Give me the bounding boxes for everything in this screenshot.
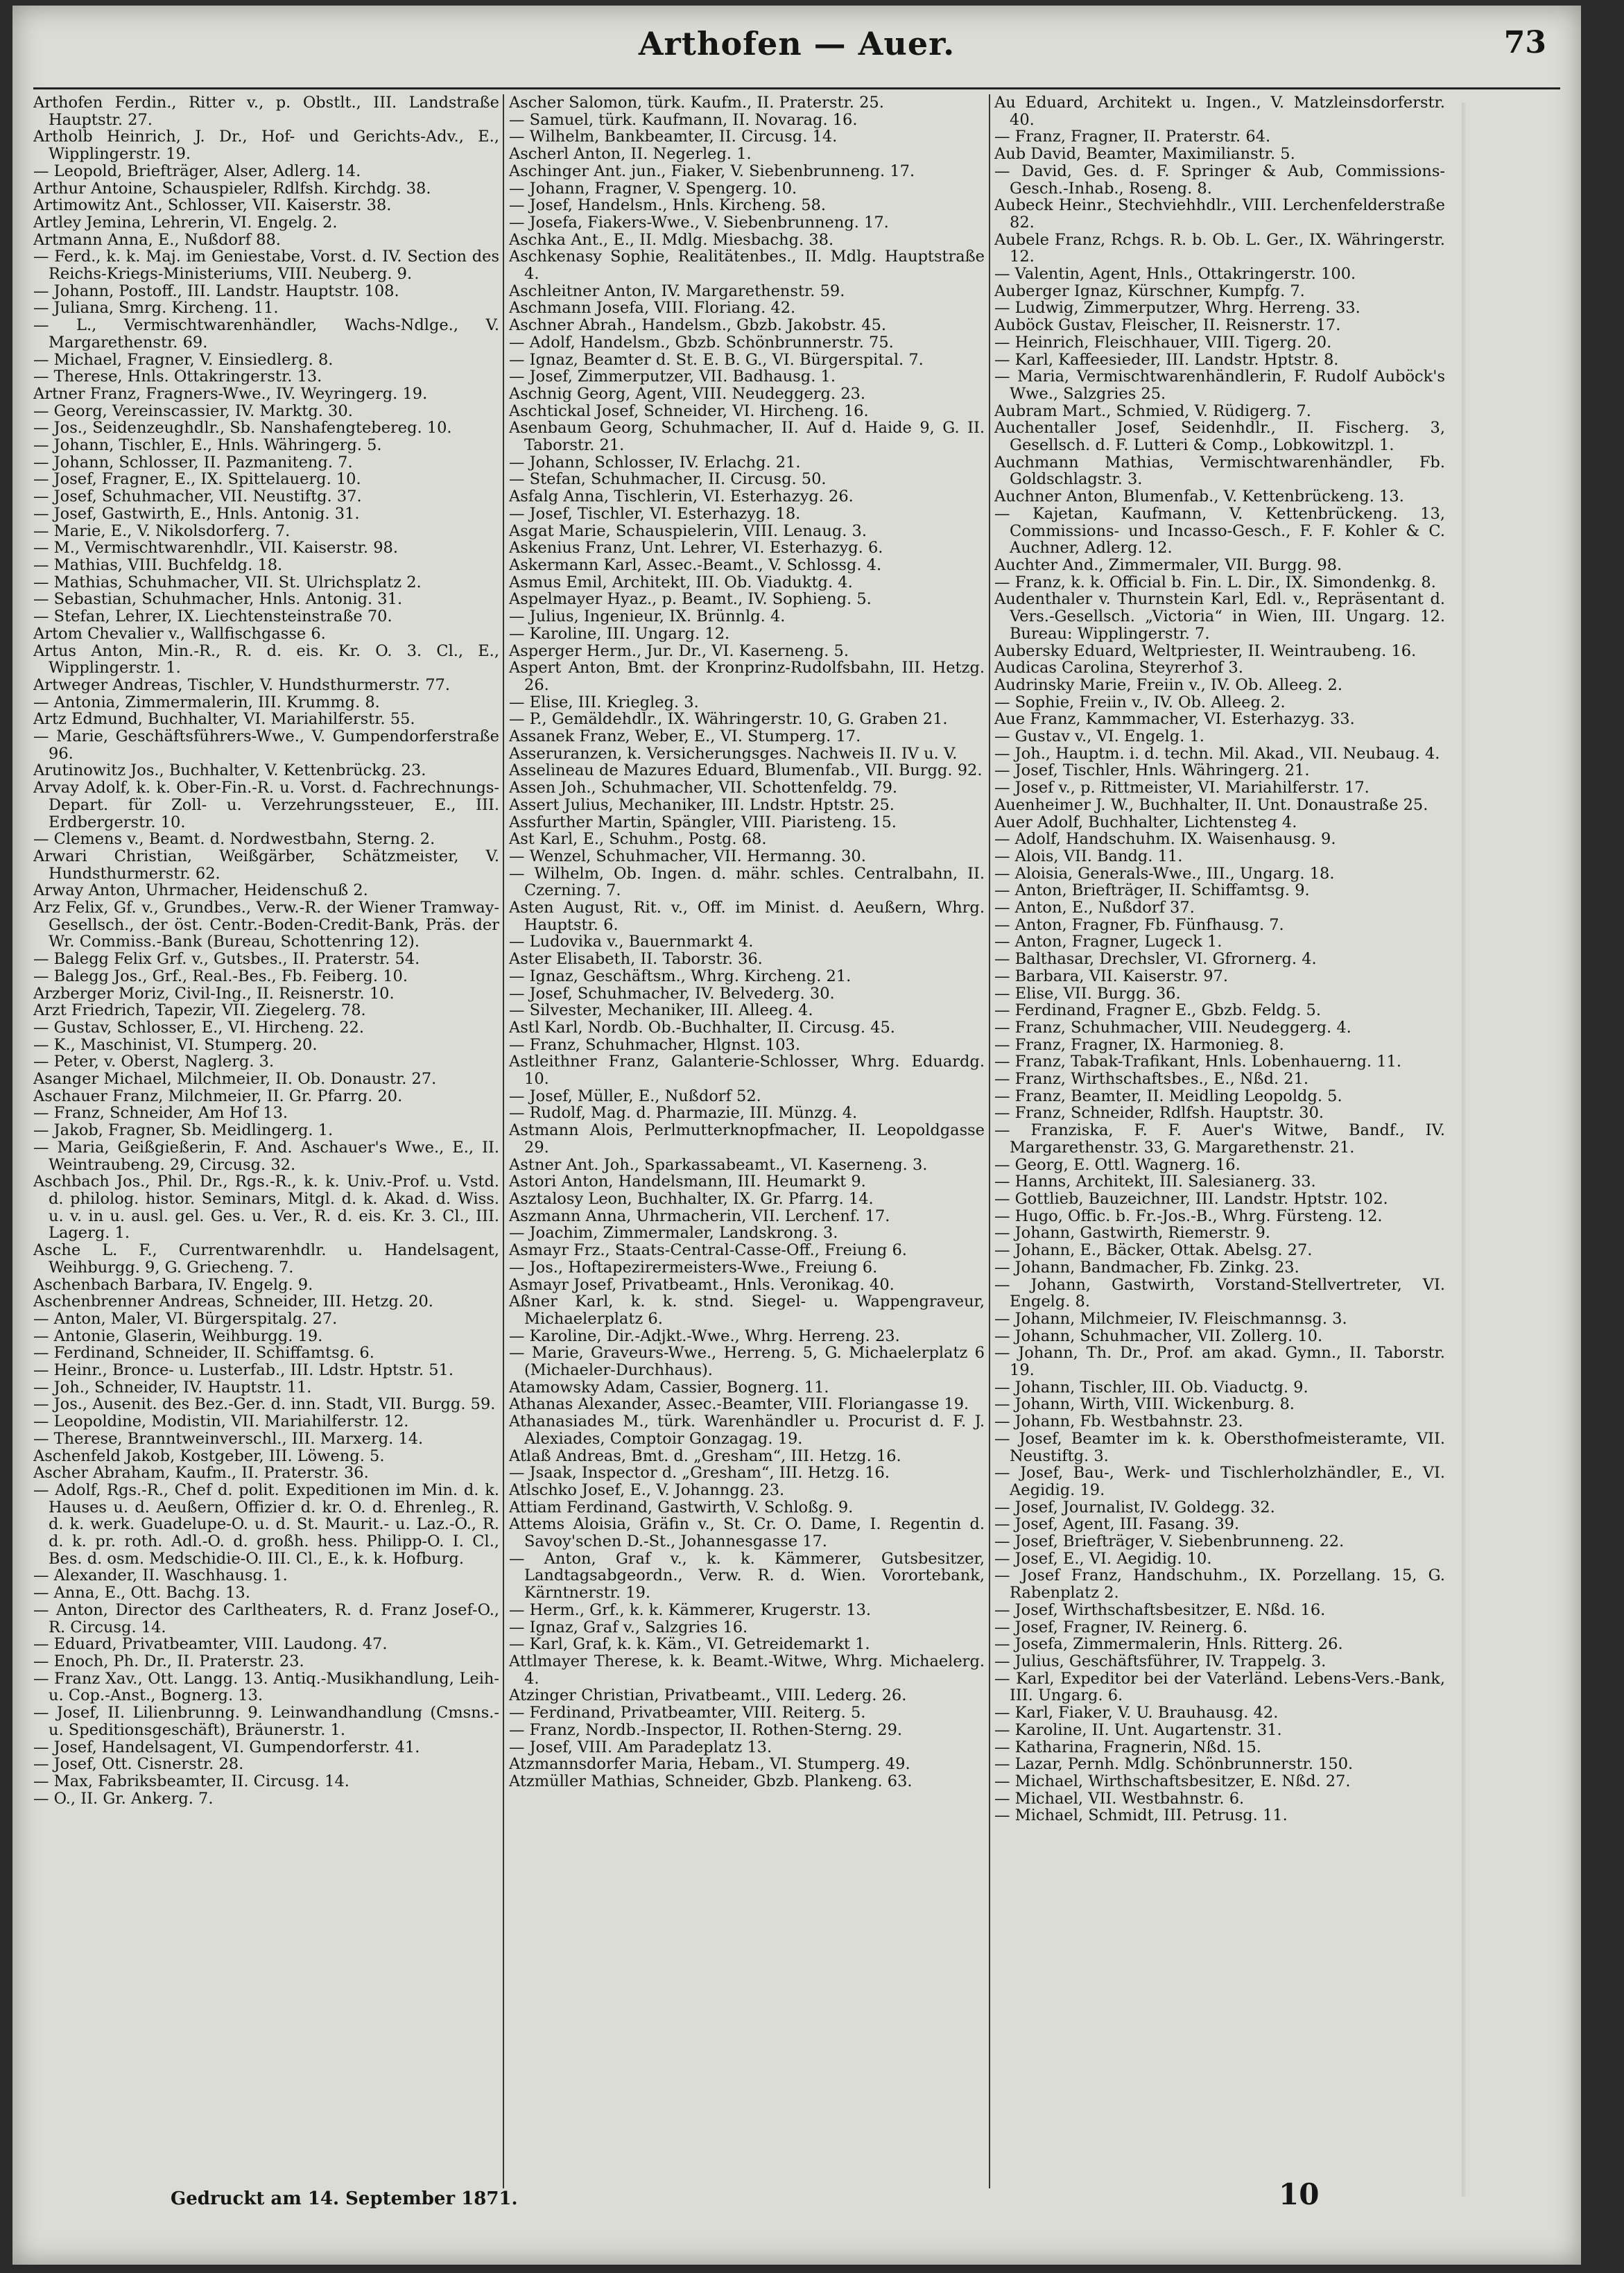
- directory-entry: Askenius Franz, Unt. Lehrer, VI. Esterhazyg. 6.: [509, 539, 883, 558]
- directory-entry: — Clemens v., Beamt. d. Nordwestbahn, Sterng. 2.: [33, 830, 435, 849]
- directory-entry: Asperger Herm., Jur. Dr., VI. Kaserneng. 5.: [509, 641, 849, 660]
- directory-entry: — Marie, E., V. Nikolsdorferg. 7.: [33, 521, 291, 540]
- directory-entry: Arthur Antoine, Schauspieler, Rdlfsh. Kirchdg. 38.: [33, 179, 431, 198]
- directory-entry: — Josef v., p. Rittmeister, VI. Mariahilferstr. 17.: [994, 779, 1370, 797]
- directory-entry: — Georg, Vereinscassier, IV. Marktg. 30.: [33, 401, 353, 420]
- directory-entry: — Ludwig, Zimmerputzer, Whrg. Herreng. 33.: [994, 299, 1360, 318]
- directory-page: [12, 6, 1581, 2265]
- directory-entry: Asgat Marie, Schauspielerin, VIII. Lenaug. 3.: [509, 521, 867, 540]
- directory-entry: Asmayr Josef, Privatbeamt., Hnls. Veronikag. 40.: [509, 1275, 895, 1294]
- directory-entry: — Josef, Fragner, IV. Reinerg. 6.: [994, 1618, 1248, 1636]
- directory-entry: — Lazar, Pernh. Mdlg. Schönbrunnerstr. 150.: [994, 1755, 1354, 1774]
- directory-entry: — Stefan, Schuhmacher, II. Circusg. 50.: [509, 470, 827, 489]
- directory-entry: Artweger Andreas, Tischler, V. Hundsthurmerstr. 77.: [33, 675, 450, 694]
- directory-entry: — Michael, VII. Westbahnstr. 6.: [994, 1789, 1245, 1808]
- directory-entry: — Josef, Handelsagent, VI. Gumpendorferstr. 41.: [33, 1738, 420, 1756]
- directory-entry: Astori Anton, Handelsmann, III. Heumarkt 9.: [509, 1173, 866, 1191]
- directory-entry: — Josef, Beamter im k. k. Obersthofmeisteramte, VII. Neustiftg. 3.: [994, 1429, 1445, 1465]
- directory-entry: — Franz, Schuhmacher, VIII. Neudeggerg. 4.: [994, 1018, 1351, 1037]
- directory-entry: — Rudolf, Mag. d. Pharmazie, III. Münzg. 4.: [509, 1104, 858, 1123]
- directory-entry: Aubeck Heinr., Stechviehhdlr., VIII. Lerchenfelderstraße 82.: [994, 196, 1445, 232]
- directory-entry: Atlschko Josef, E., V. Johanngg. 23.: [509, 1480, 785, 1499]
- directory-entry: Aschmann Josefa, VIII. Floriang. 42.: [509, 299, 796, 318]
- directory-entry: — Hugo, Offic. b. Fr.-Jos.-B., Whrg. Fürsteng. 12.: [994, 1207, 1383, 1225]
- directory-entry: — Leopoldine, Modistin, VII. Mariahilferstr. 12.: [33, 1412, 409, 1431]
- directory-entry: Astl Karl, Nordb. Ob.-Buchhalter, II. Circusg. 45.: [509, 1018, 895, 1037]
- directory-entry: — Franz, Wirthschaftsbes., E., Nßd. 21.: [994, 1070, 1309, 1089]
- directory-entry: — Michael, Fragner, V. Einsiedlerg. 8.: [33, 350, 334, 369]
- directory-entry: — Elise, III. Kriegleg. 3.: [509, 693, 699, 711]
- directory-entry: — Balthasar, Drechsler, VI. Gfrornerg. 4.: [994, 950, 1317, 969]
- directory-entry: — Julius, Geschäftsführer, IV. Trappelg. 3.: [994, 1652, 1327, 1670]
- directory-entry: Au Eduard, Architekt u. Ingen., V. Matzleinsdorferstr. 40.: [994, 94, 1445, 129]
- directory-entry: — Josef, II. Lilienbrunng. 9. Leinwandhandlung (Cmsns.- u. Speditionsgeschäft), Bräunerstr. 1.: [33, 1704, 499, 1739]
- directory-entry: Arvay Adolf, k. k. Ober-Fin.-R. u. Vorst. d. Fachrechnungs-Depart. für Zoll- u. Verzehrungssteuer, E., III. Erdbergerstr. 10.: [33, 779, 499, 831]
- directory-entry: — Johann, Gastwirth, Riemerstr. 9.: [994, 1224, 1270, 1243]
- column-right: [994, 94, 1445, 2188]
- directory-entry: Aschtickal Josef, Schneider, VI. Hircheng. 16.: [509, 401, 869, 420]
- directory-entry: — Kajetan, Kaufmann, V. Kettenbrückeng. 13, Commissions- und Incasso-Gesch., F. F. Kohler & C. Auchner, Adlerg. 12.: [994, 504, 1445, 558]
- directory-entry: — Heinr., Bronce- u. Lusterfab., III. Ldstr. Hptstr. 51.: [33, 1361, 454, 1380]
- directory-entry: Ascher Salomon, türk. Kaufm., II. Praterstr. 25.: [509, 94, 884, 112]
- directory-entry: — Alexander, II. Waschhausg. 1.: [33, 1566, 288, 1585]
- directory-entry: — Ferdinand, Schneider, II. Schiffamtsg. 6.: [33, 1344, 374, 1363]
- directory-entry: Asmus Emil, Architekt, III. Ob. Viaduktg. 4.: [509, 573, 853, 591]
- directory-entry: Astleithner Franz, Galanterie-Schlosser, Whrg. Eduardg. 10.: [509, 1053, 985, 1089]
- directory-entry: Aschbach Jos., Phil. Dr., Rgs.-R., k. k. Univ.-Prof. u. Vstd. d. philolog. histor. Seminars, Mitgl. d. k. Akad. d. Wiss. u. v. in u. ausl. gel. Ges. u. Ver., R. d. eis. Kr. 3. Cl., III. Lagerg. 1.: [33, 1173, 499, 1243]
- directory-entry: Aspelmayer Hyaz., p. Beamt., IV. Sophieng. 5.: [509, 590, 872, 609]
- directory-entry: Aschenbrenner Andreas, Schneider, III. Hetzg. 20.: [33, 1293, 433, 1311]
- page-number: 73: [1503, 25, 1546, 60]
- directory-entry: — Adolf, Rgs.-R., Chef d. polit. Expeditionen im Min. d. k. Hauses u. d. Aeußern, Offizier d. kr. O. d. Ehrenleg., R. d. k. werk. Guadelupe-O. u. d. St. Maurit.- u. Laz.-O., R. d. k. pr. roth. Adl.-O. d. großh. hess. Philipp-O. I. Cl., Bes. d. osm. Medschidie-O. III. Cl., E., k. k. Hofburg.: [33, 1480, 499, 1568]
- directory-entry: — Josef, Handelsm., Hnls. Kircheng. 58.: [509, 196, 826, 215]
- directory-entry: — Marie, Graveurs-Wwe., Herreng. 5, G. Michaelerplatz 6 (Michaeler-Durchhaus).: [509, 1344, 985, 1380]
- directory-entry: — Anna, E., Ott. Bachg. 13.: [33, 1584, 250, 1602]
- directory-entry: — Franz, Nordb.-Inspector, II. Rothen-Sterng. 29.: [509, 1720, 903, 1739]
- directory-entry: — Adolf, Handelsm., Gbzb. Schönbrunnerstr. 75.: [509, 333, 894, 352]
- directory-entry: — Karoline, III. Ungarg. 12.: [509, 624, 730, 643]
- directory-entry: — L., Vermischtwarenhändler, Wachs-Ndlge., V. Margarethenstr. 69.: [33, 316, 499, 352]
- directory-entry: Artley Jemina, Lehrerin, VI. Engelg. 2.: [33, 213, 338, 232]
- directory-entry: Aschenbach Barbara, IV. Engelg. 9.: [33, 1275, 313, 1294]
- directory-entry: — Michael, Wirthschaftsbesitzer, E. Nßd. 27.: [994, 1772, 1351, 1790]
- directory-entry: — Barbara, VII. Kaiserstr. 97.: [994, 967, 1228, 985]
- directory-entry: Arzt Friedrich, Tapezir, VII. Ziegelerg. 78.: [33, 1001, 366, 1020]
- directory-entry: — Anton, E., Nußdorf 37.: [994, 899, 1195, 917]
- directory-entry: Artus Anton, Min.-R., R. d. eis. Kr. O. 3. Cl., E., Wipplingerstr. 1.: [33, 641, 499, 677]
- directory-entry: — Franziska, F. F. Auer's Witwe, Bandf., IV. Margarethenstr. 33, G. Margarethenstr. 21.: [994, 1121, 1445, 1157]
- directory-entry: Auberger Ignaz, Kürschner, Kumpfg. 7.: [994, 282, 1305, 300]
- directory-entry: Arwari Christian, Weißgärber, Schätzmeister, V. Hundsthurmerstr. 62.: [33, 847, 499, 883]
- directory-entry: Aubele Franz, Rchgs. R. b. Ob. L. Ger., IX. Währingerstr. 12.: [994, 230, 1445, 266]
- directory-entry: — Mathias, Schuhmacher, VII. St. Ulrichsplatz 2.: [33, 573, 422, 591]
- directory-entry: Assanek Franz, Weber, E., VI. Stumperg. 17.: [509, 727, 861, 746]
- directory-entry: — Josef, Schuhmacher, IV. Belvederg. 30.: [509, 984, 835, 1003]
- directory-entry: — Jos., Ausenit. des Bez.-Ger. d. inn. Stadt, VII. Burgg. 59.: [33, 1395, 496, 1414]
- directory-entry: — Josef, Bau-, Werk- und Tischlerholzhändler, E., VI. Aegidig. 19.: [994, 1464, 1445, 1499]
- column-divider: [503, 94, 504, 2188]
- directory-entry: — Wilhelm, Bankbeamter, II. Circusg. 14.: [509, 128, 838, 146]
- directory-entry: Audrinsky Marie, Freiin v., IV. Ob. Alleeg. 2.: [994, 675, 1342, 694]
- directory-entry: Arzberger Moriz, Civil-Ing., II. Reisnerstr. 10.: [33, 984, 395, 1003]
- directory-entry: — Elise, VII. Burgg. 36.: [994, 984, 1181, 1003]
- directory-entry: Auchter And., Zimmermaler, VII. Burgg. 98.: [994, 555, 1342, 574]
- directory-entry: Arway Anton, Uhrmacher, Heidenschuß 2.: [33, 881, 368, 900]
- directory-entry: — Joachim, Zimmermaler, Landskrong. 3.: [509, 1224, 838, 1243]
- directory-entry: Auchentaller Josef, Seidenhdlr., II. Fischerg. 3, Gesellsch. d. F. Lutteri & Comp., Lobkowitzpl. 1.: [994, 419, 1445, 455]
- directory-entry: — Aloisia, Generals-Wwe., III., Ungarg. 18.: [994, 864, 1335, 883]
- directory-entry: Askermann Karl, Assec.-Beamt., V. Schlossg. 4.: [509, 555, 882, 574]
- directory-entry: Aschner Abrah., Handelsm., Gbzb. Jakobstr. 45.: [509, 316, 887, 335]
- directory-entry: — Josefa, Fiakers-Wwe., V. Siebenbrunneng. 17.: [509, 213, 889, 232]
- directory-entry: — Karoline, II. Unt. Augartenstr. 31.: [994, 1720, 1282, 1739]
- directory-entry: Aubram Mart., Schmied, V. Rüdigerg. 7.: [994, 401, 1311, 420]
- directory-entry: — Ignaz, Geschäftsm., Whrg. Kircheng. 21.: [509, 967, 852, 985]
- directory-entry: Arthofen Ferdin., Ritter v., p. Obstlt., III. Landstraße Hauptstr. 27.: [33, 94, 499, 129]
- directory-entry: Audicas Carolina, Steyrerhof 3.: [994, 659, 1243, 677]
- directory-entry: Artmann Anna, E., Nußdorf 88.: [33, 230, 281, 249]
- directory-entry: Assert Julius, Mechaniker, III. Lndstr. Hptstr. 25.: [509, 795, 895, 814]
- directory-entry: Artom Chevalier v., Wallfischgasse 6.: [33, 624, 326, 643]
- directory-entry: — Enoch, Ph. Dr., II. Praterstr. 23.: [33, 1652, 304, 1670]
- directory-entry: Aster Elisabeth, II. Taborstr. 36.: [509, 950, 763, 969]
- directory-entry: Atamowsky Adam, Cassier, Bognerg. 11.: [509, 1378, 829, 1397]
- directory-entry: — Katharina, Fragnerin, Nßd. 15.: [994, 1738, 1261, 1756]
- directory-entry: Attlmayer Therese, k. k. Beamt.-Witwe, Whrg. Michaelerg. 4.: [509, 1652, 985, 1688]
- directory-entry: — Johann, Postoff., III. Landstr. Hauptstr. 108.: [33, 282, 399, 300]
- directory-entry: — Gustav, Schlosser, E., VI. Hircheng. 22.: [33, 1018, 364, 1037]
- directory-entry: Atzinger Christian, Privatbeamt., VIII. Lederg. 26.: [509, 1686, 907, 1705]
- directory-entry: Arz Felix, Gf. v., Grundbes., Verw.-R. der Wiener Tramway-Gesellsch., der öst. Centr.-Boden-Credit-Bank, Präs. der Wr. Commiss.-Bank (Bureau, Schottenring 12).: [33, 899, 499, 951]
- directory-entry: — Josef, Wirthschaftsbesitzer, E. Nßd. 16.: [994, 1600, 1326, 1619]
- directory-entry: Arutinowitz Jos., Buchhalter, V. Kettenbrückg. 23.: [33, 761, 426, 780]
- directory-entry: Aschenfeld Jakob, Kostgeber, III. Löweng. 5.: [33, 1446, 385, 1465]
- directory-entry: — Anton, Briefträger, II. Schiffamtsg. 9.: [994, 881, 1310, 900]
- directory-entry: Asselineau de Mazures Eduard, Blumenfab., VII. Burgg. 92.: [509, 761, 983, 780]
- directory-entry: — Josef Franz, Handschuhm., IX. Porzellang. 15, G. Rabenplatz 2.: [994, 1566, 1445, 1602]
- directory-entry: Auer Adolf, Buchhalter, Lichtensteg 4.: [994, 813, 1297, 831]
- directory-entry: Auböck Gustav, Fleischer, II. Reisnerstr. 17.: [994, 316, 1341, 335]
- directory-entry: Auenheimer J. W., Buchhalter, II. Unt. Donaustraße 25.: [994, 795, 1428, 814]
- print-date: Gedruckt am 14. September 1871.: [171, 2188, 518, 2209]
- directory-entry: — Johann, Gastwirth, Vorstand-Stellvertreter, VI. Engelg. 8.: [994, 1275, 1445, 1311]
- directory-entry: Asztalosy Leon, Buchhalter, IX. Gr. Pfarrg. 14.: [509, 1190, 874, 1208]
- directory-entry: — Franz, Schuhmacher, Hlgnst. 103.: [509, 1035, 801, 1054]
- directory-entry: Aschleitner Anton, IV. Margarethenstr. 59.: [509, 282, 845, 300]
- directory-entry: Astner Ant. Joh., Sparkassabeamt., VI. Kaserneng. 3.: [509, 1155, 928, 1174]
- directory-entry: — Josef, Gastwirth, E., Hnls. Antonig. 31.: [33, 504, 360, 523]
- directory-entry: — Josef, Tischler, Hnls. Währingerg. 21.: [994, 761, 1310, 780]
- directory-entry: — Johann, Schlosser, II. Pazmaniteng. 7.: [33, 453, 353, 472]
- directory-entry: Assen Joh., Schuhmacher, VII. Schottenfeldg. 79.: [509, 779, 898, 797]
- directory-entry: — Johann, Schuhmacher, VII. Zollerg. 10.: [994, 1326, 1323, 1345]
- directory-entry: Aschauer Franz, Milchmeier, II. Gr. Pfarrg. 20.: [33, 1087, 403, 1105]
- directory-entry: — Ignaz, Graf v., Salzgries 16.: [509, 1618, 748, 1636]
- directory-entry: — Josef, E., VI. Aegidig. 10.: [994, 1549, 1212, 1568]
- directory-entry: — Franz, Fragner, II. Praterstr. 64.: [994, 128, 1271, 146]
- directory-entry: Aßner Karl, k. k. stnd. Siegel- u. Wappengraveur, Michaelerplatz 6.: [509, 1293, 985, 1328]
- directory-entry: — Balegg Jos., Grf., Real.-Bes., Fb. Feiberg. 10.: [33, 967, 408, 985]
- directory-entry: Aubersky Eduard, Weltpriester, II. Weintraubeng. 16.: [994, 641, 1417, 660]
- directory-entry: — Wilhelm, Ob. Ingen. d. mähr. schles. Centralbahn, II. Czerning. 7.: [509, 864, 985, 900]
- directory-entry: — Maria, Vermischtwarenhändlerin, F. Rudolf Auböck's Wwe., Salzgries 25.: [994, 368, 1445, 403]
- directory-entry: — Michael, Schmidt, III. Petrusg. 11.: [994, 1806, 1288, 1825]
- directory-entry: — Anton, Fragner, Fb. Fünfhausg. 7.: [994, 915, 1284, 934]
- directory-entry: — Adolf, Handschuhm. IX. Waisenhausg. 9.: [994, 830, 1336, 849]
- directory-entry: Attiam Ferdinand, Gastwirth, V. Schloßg. 9.: [509, 1498, 854, 1516]
- directory-entry: — Leopold, Briefträger, Alser, Adlerg. 14.: [33, 162, 361, 180]
- directory-entry: — Samuel, türk. Kaufmann, II. Novarag. 16.: [509, 110, 858, 129]
- directory-entry: Aschkenasy Sophie, Realitätenbes., II. Mdlg. Hauptstraße 4.: [509, 248, 985, 284]
- directory-entry: — Karl, Kaffeesieder, III. Landstr. Hptstr. 8.: [994, 350, 1339, 369]
- directory-entry: Aspert Anton, Bmt. der Kronprinz-Rudolfsbahn, III. Hetzg. 26.: [509, 659, 985, 694]
- directory-entry: — Marie, Geschäftsführers-Wwe., V. Gumpendorferstraße 96.: [33, 727, 499, 763]
- directory-entry: — Josef, VIII. Am Paradeplatz 13.: [509, 1738, 772, 1756]
- directory-entry: — Josef, Schuhmacher, VII. Neustiftg. 37.: [33, 487, 362, 506]
- directory-entry: — Sebastian, Schuhmacher, Hnls. Antonig. 31.: [33, 590, 403, 609]
- directory-entry: — Josef, Agent, III. Fasang. 39.: [994, 1515, 1240, 1534]
- directory-entry: Ast Karl, E., Schuhm., Postg. 68.: [509, 830, 767, 849]
- directory-entry: — Jos., Seidenzeughdlr., Sb. Nanshafengtebereg. 10.: [33, 419, 452, 438]
- directory-entry: — Antonie, Glaserin, Weihburgg. 19.: [33, 1326, 323, 1345]
- directory-entry: — Georg, E. Ottl. Wagnerg. 16.: [994, 1155, 1241, 1174]
- directory-entry: — Johann, Tischler, III. Ob. Viaductg. 9.: [994, 1378, 1308, 1397]
- directory-entry: — Franz, Tabak-Trafikant, Hnls. Lobenhauerng. 11.: [994, 1053, 1401, 1071]
- directory-entry: Asten August, Rit. v., Off. im Minist. d. Aeußern, Whrg. Hauptstr. 6.: [509, 899, 985, 934]
- page-crease: [1462, 103, 1466, 2197]
- directory-entry: — Sophie, Freiin v., IV. Ob. Alleeg. 2.: [994, 693, 1286, 711]
- column-middle: [509, 94, 985, 2188]
- directory-entry: — O., II. Gr. Ankerg. 7.: [33, 1789, 214, 1808]
- directory-entry: — Therese, Hnls. Ottakringerstr. 13.: [33, 368, 322, 386]
- directory-entry: Astmann Alois, Perlmutterknopfmacher, II. Leopoldgasse 29.: [509, 1121, 985, 1157]
- directory-entry: — M., Vermischtwarenhdlr., VII. Kaiserstr. 98.: [33, 539, 399, 558]
- directory-entry: — Juliana, Smrg. Kircheng. 11.: [33, 299, 279, 318]
- directory-entry: — Johann, E., Bäcker, Ottak. Abelsg. 27.: [994, 1241, 1313, 1260]
- directory-entry: — Johann, Milchmeier, IV. Fleischmannsg. 3.: [994, 1309, 1347, 1328]
- page-header: [12, 25, 1581, 67]
- directory-entry: Assfurther Martin, Spängler, VIII. Piaristeng. 15.: [509, 813, 897, 831]
- directory-entry: — Josef, Fragner, E., IX. Spittelauerg. 10.: [33, 470, 361, 489]
- directory-entry: — Mathias, VIII. Buchfeldg. 18.: [33, 555, 283, 574]
- directory-entry: — Johann, Th. Dr., Prof. am akad. Gymn., II. Taborstr. 19.: [994, 1344, 1445, 1380]
- directory-entry: — Ferd., k. k. Maj. im Geniestabe, Vorst. d. IV. Section des Reichs-Kriegs-Ministeriums, VIII. Neuberg. 9.: [33, 248, 499, 284]
- directory-entry: — Johann, Fb. Westbahnstr. 23.: [994, 1412, 1243, 1431]
- directory-entry: Audenthaler v. Thurnstein Karl, Edl. v., Repräsentant d. Vers.-Gesellsch. „Victoria“ in Wien, III. Ungarg. 12. Bureau: Wipplingerstr. 7.: [994, 590, 1445, 643]
- directory-entry: — Heinrich, Fleischhauer, VIII. Tigerg. 20.: [994, 333, 1332, 352]
- directory-entry: — Gottlieb, Bauzeichner, III. Landstr. Hptstr. 102.: [994, 1190, 1388, 1208]
- directory-entry: — Josef, Ott. Cisnerstr. 28.: [33, 1755, 244, 1774]
- directory-entry: — Julius, Ingenieur, IX. Brünnlg. 4.: [509, 607, 786, 626]
- directory-entry: Aschnig Georg, Agent, VIII. Neudeggerg. 23.: [509, 384, 866, 403]
- column-divider: [989, 94, 990, 2188]
- directory-entry: Artimowitz Ant., Schlosser, VII. Kaiserstr. 38.: [33, 196, 392, 215]
- directory-entry: Asfalg Anna, Tischlerin, VI. Esterhazyg. 26.: [509, 487, 854, 506]
- directory-entry: Athanas Alexander, Assec.-Beamter, VIII. Floriangasse 19.: [509, 1395, 969, 1414]
- directory-entry: — Johann, Fragner, V. Spengerg. 10.: [509, 179, 797, 198]
- directory-entry: Artz Edmund, Buchhalter, VI. Mariahilferstr. 55.: [33, 710, 415, 729]
- directory-entry: — Ludovika v., Bauernmarkt 4.: [509, 933, 754, 951]
- directory-entry: Asche L. F., Currentwarenhdlr. u. Handelsagent, Weihburgg. 9, G. Griecheng. 7.: [33, 1241, 499, 1277]
- directory-entry: Asmayr Frz., Staats-Central-Casse-Off., Freiung 6.: [509, 1241, 907, 1260]
- directory-entry: Atzmannsdorfer Maria, Hebam., VI. Stumperg. 49.: [509, 1755, 910, 1774]
- directory-entry: Auchner Anton, Blumenfab., V. Kettenbrückeng. 13.: [994, 487, 1404, 506]
- directory-entry: — Franz, Schneider, Rdlfsh. Hauptstr. 30.: [994, 1104, 1324, 1123]
- directory-entry: — Josef, Tischler, VI. Esterhazyg. 18.: [509, 504, 801, 523]
- directory-entry: — Johann, Tischler, E., Hnls. Währingerg. 5.: [33, 436, 382, 455]
- directory-entry: — Josef, Zimmerputzer, VII. Badhausg. 1.: [509, 368, 836, 386]
- directory-entry: — Josefa, Zimmermalerin, Hnls. Ritterg. 26.: [994, 1635, 1343, 1654]
- header-rule: [33, 87, 1560, 89]
- directory-entry: — Karl, Fiaker, V. U. Brauhausg. 42.: [994, 1704, 1279, 1722]
- directory-entry: — Franz, k. k. Official b. Fin. L. Dir., IX. Simondenkg. 8.: [994, 573, 1436, 591]
- directory-entry: Asenbaum Georg, Schuhmacher, II. Auf d. Haide 9, G. II. Taborstr. 21.: [509, 419, 985, 455]
- directory-entry: — Balegg Felix Grf. v., Gutsbes., II. Praterstr. 54.: [33, 950, 420, 969]
- directory-entry: — Alois, VII. Bandg. 11.: [994, 847, 1183, 865]
- directory-entry: — David, Ges. d. F. Springer & Aub, Commissions-Gesch.-Inhab., Roseng. 8.: [994, 162, 1445, 198]
- directory-entry: — Joh., Schneider, IV. Hauptstr. 11.: [33, 1378, 312, 1397]
- directory-entry: Aschinger Ant. jun., Fiaker, V. Siebenbrunneng. 17.: [509, 162, 915, 180]
- directory-entry: — K., Maschinist, VI. Stumperg. 20.: [33, 1035, 318, 1054]
- directory-entry: Aschka Ant., E., II. Mdlg. Miesbachg. 38.: [509, 230, 834, 249]
- directory-entry: — Karl, Graf, k. k. Käm., VI. Getreidemarkt 1.: [509, 1635, 870, 1654]
- directory-entry: Ascherl Anton, II. Negerleg. 1.: [509, 145, 752, 164]
- directory-entry: — Ferdinand, Privatbeamter, VIII. Reiterg. 5.: [509, 1704, 866, 1722]
- directory-entry: Artner Franz, Fragners-Wwe., IV. Weyringerg. 19.: [33, 384, 428, 403]
- directory-entry: Artholb Heinrich, J. Dr., Hof- und Gerichts-Adv., E., Wipplingerstr. 19.: [33, 128, 499, 164]
- directory-entry: — Karl, Expeditor bei der Vaterländ. Lebens-Vers.-Bank, III. Ungarg. 6.: [994, 1669, 1445, 1705]
- directory-entry: Asanger Michael, Milchmeier, II. Ob. Donaustr. 27.: [33, 1070, 437, 1089]
- directory-entry: — Franz, Beamter, II. Meidling Leopoldg. 5.: [994, 1087, 1342, 1105]
- directory-entry: — Herm., Grf., k. k. Kämmerer, Krugerstr. 13.: [509, 1600, 872, 1619]
- directory-entry: — Ferdinand, Fragner E., Gbzb. Feldg. 5.: [994, 1001, 1321, 1020]
- directory-entry: Asseruranzen, k. Versicherungsges. Nachweis II. IV u. V.: [509, 744, 958, 763]
- directory-entry: Atzmüller Mathias, Schneider, Gbzb. Plankeng. 63.: [509, 1772, 913, 1790]
- directory-entry: — P., Gemäldehdlr., IX. Währingerstr. 10, G. Graben 21.: [509, 710, 948, 729]
- directory-entry: — Eduard, Privatbeamter, VIII. Laudong. 47.: [33, 1635, 388, 1654]
- directory-entry: — Karoline, Dir.-Adjkt.-Wwe., Whrg. Herreng. 23.: [509, 1326, 900, 1345]
- directory-entry: — Jsaak, Inspector d. „Gresham“, III. Hetzg. 16.: [509, 1464, 890, 1483]
- directory-entry: — Anton, Director des Carltheaters, R. d. Franz Josef-O., R. Circusg. 14.: [33, 1600, 499, 1636]
- directory-entry: — Josef, Briefträger, V. Siebenbrunneng. 22.: [994, 1532, 1345, 1551]
- directory-entry: — Anton, Graf v., k. k. Kämmerer, Gutsbesitzer, Landtagsabgeordn., Verw. R. d. Wien. Vorortebank, Kärntnerstr. 19.: [509, 1549, 985, 1602]
- directory-entry: — Josef, Müller, E., Nußdorf 52.: [509, 1087, 761, 1105]
- directory-entry: — Franz, Schneider, Am Hof 13.: [33, 1104, 288, 1123]
- directory-entry: — Stefan, Lehrer, IX. Liechtensteinstraße 70.: [33, 607, 392, 626]
- directory-entry: — Silvester, Mechaniker, III. Alleeg. 4.: [509, 1001, 813, 1020]
- directory-entry: — Wenzel, Schuhmacher, VII. Hermanng. 30.: [509, 847, 866, 865]
- directory-entry: — Max, Fabriksbeamter, II. Circusg. 14.: [33, 1772, 349, 1790]
- directory-entry: — Gustav v., VI. Engelg. 1.: [994, 727, 1204, 746]
- directory-entry: — Hanns, Architekt, III. Salesianerg. 33.: [994, 1173, 1316, 1191]
- directory-entry: — Jos., Hoftapezirermeisters-Wwe., Freiung 6.: [509, 1258, 878, 1277]
- directory-entry: — Ignaz, Beamter d. St. E. B. G., VI. Bürgerspital. 7.: [509, 350, 924, 369]
- directory-entry: Attems Aloisia, Gräfin v., St. Cr. O. Dame, I. Regentin d. Savoy'schen D.-St., Johannesgasse 17.: [509, 1515, 985, 1551]
- directory-entry: Ascher Abraham, Kaufm., II. Praterstr. 36.: [33, 1464, 369, 1483]
- directory-entry: — Johann, Schlosser, IV. Erlachg. 21.: [509, 453, 801, 472]
- directory-entry: — Antonia, Zimmermalerin, III. Krummg. 8.: [33, 693, 380, 711]
- signature-mark: 10: [1279, 2177, 1320, 2211]
- directory-entry: — Peter, v. Oberst, Naglerg. 3.: [33, 1053, 275, 1071]
- directory-entry: — Maria, Geißgießerin, F. And. Aschauer's Wwe., E., II. Weintraubeng. 29, Circusg. 32.: [33, 1138, 499, 1174]
- directory-entry: Aue Franz, Kammmacher, VI. Esterhazyg. 33.: [994, 710, 1355, 729]
- directory-entry: — Josef, Journalist, IV. Goldegg. 32.: [994, 1498, 1275, 1516]
- directory-entry: Aub David, Beamter, Maximilianstr. 5.: [994, 145, 1295, 164]
- directory-entry: Athanasiades M., türk. Warenhändler u. Procurist d. F. J. Alexiades, Comptoir Gonzagag. 19.: [509, 1412, 985, 1448]
- column-left: [33, 94, 499, 2188]
- directory-entry: Auchmann Mathias, Vermischtwarenhändler, Fb. Goldschlagstr. 3.: [994, 453, 1445, 489]
- directory-entry: — Franz Xav., Ott. Langg. 13. Antiq.-Musikhandlung, Leih- u. Cop.-Anst., Bognerg. 13.: [33, 1669, 499, 1705]
- directory-entry: — Anton, Maler, VI. Bürgerspitalg. 27.: [33, 1309, 338, 1328]
- directory-entry: — Valentin, Agent, Hnls., Ottakringerstr. 100.: [994, 265, 1356, 284]
- directory-entry: — Anton, Fragner, Lugeck 1.: [994, 933, 1223, 951]
- directory-entry: — Therese, Branntweinverschl., III. Marxerg. 14.: [33, 1429, 424, 1448]
- running-title: Arthofen — Auer.: [638, 25, 956, 62]
- directory-entry: — Johann, Bandmacher, Fb. Zinkg. 23.: [994, 1258, 1299, 1277]
- directory-entry: — Joh., Hauptm. i. d. techn. Mil. Akad., VII. Neubaug. 4.: [994, 744, 1440, 763]
- directory-entry: Atlaß Andreas, Bmt. d. „Gresham“, III. Hetzg. 16.: [509, 1446, 901, 1465]
- directory-entry: Aszmann Anna, Uhrmacherin, VII. Lerchenf. 17.: [509, 1207, 890, 1225]
- directory-entry: — Franz, Fragner, IX. Harmonieg. 8.: [994, 1035, 1284, 1054]
- directory-entry: — Johann, Wirth, VIII. Wickenburg. 8.: [994, 1395, 1295, 1414]
- directory-entry: — Jakob, Fragner, Sb. Meidlingerg. 1.: [33, 1121, 334, 1140]
